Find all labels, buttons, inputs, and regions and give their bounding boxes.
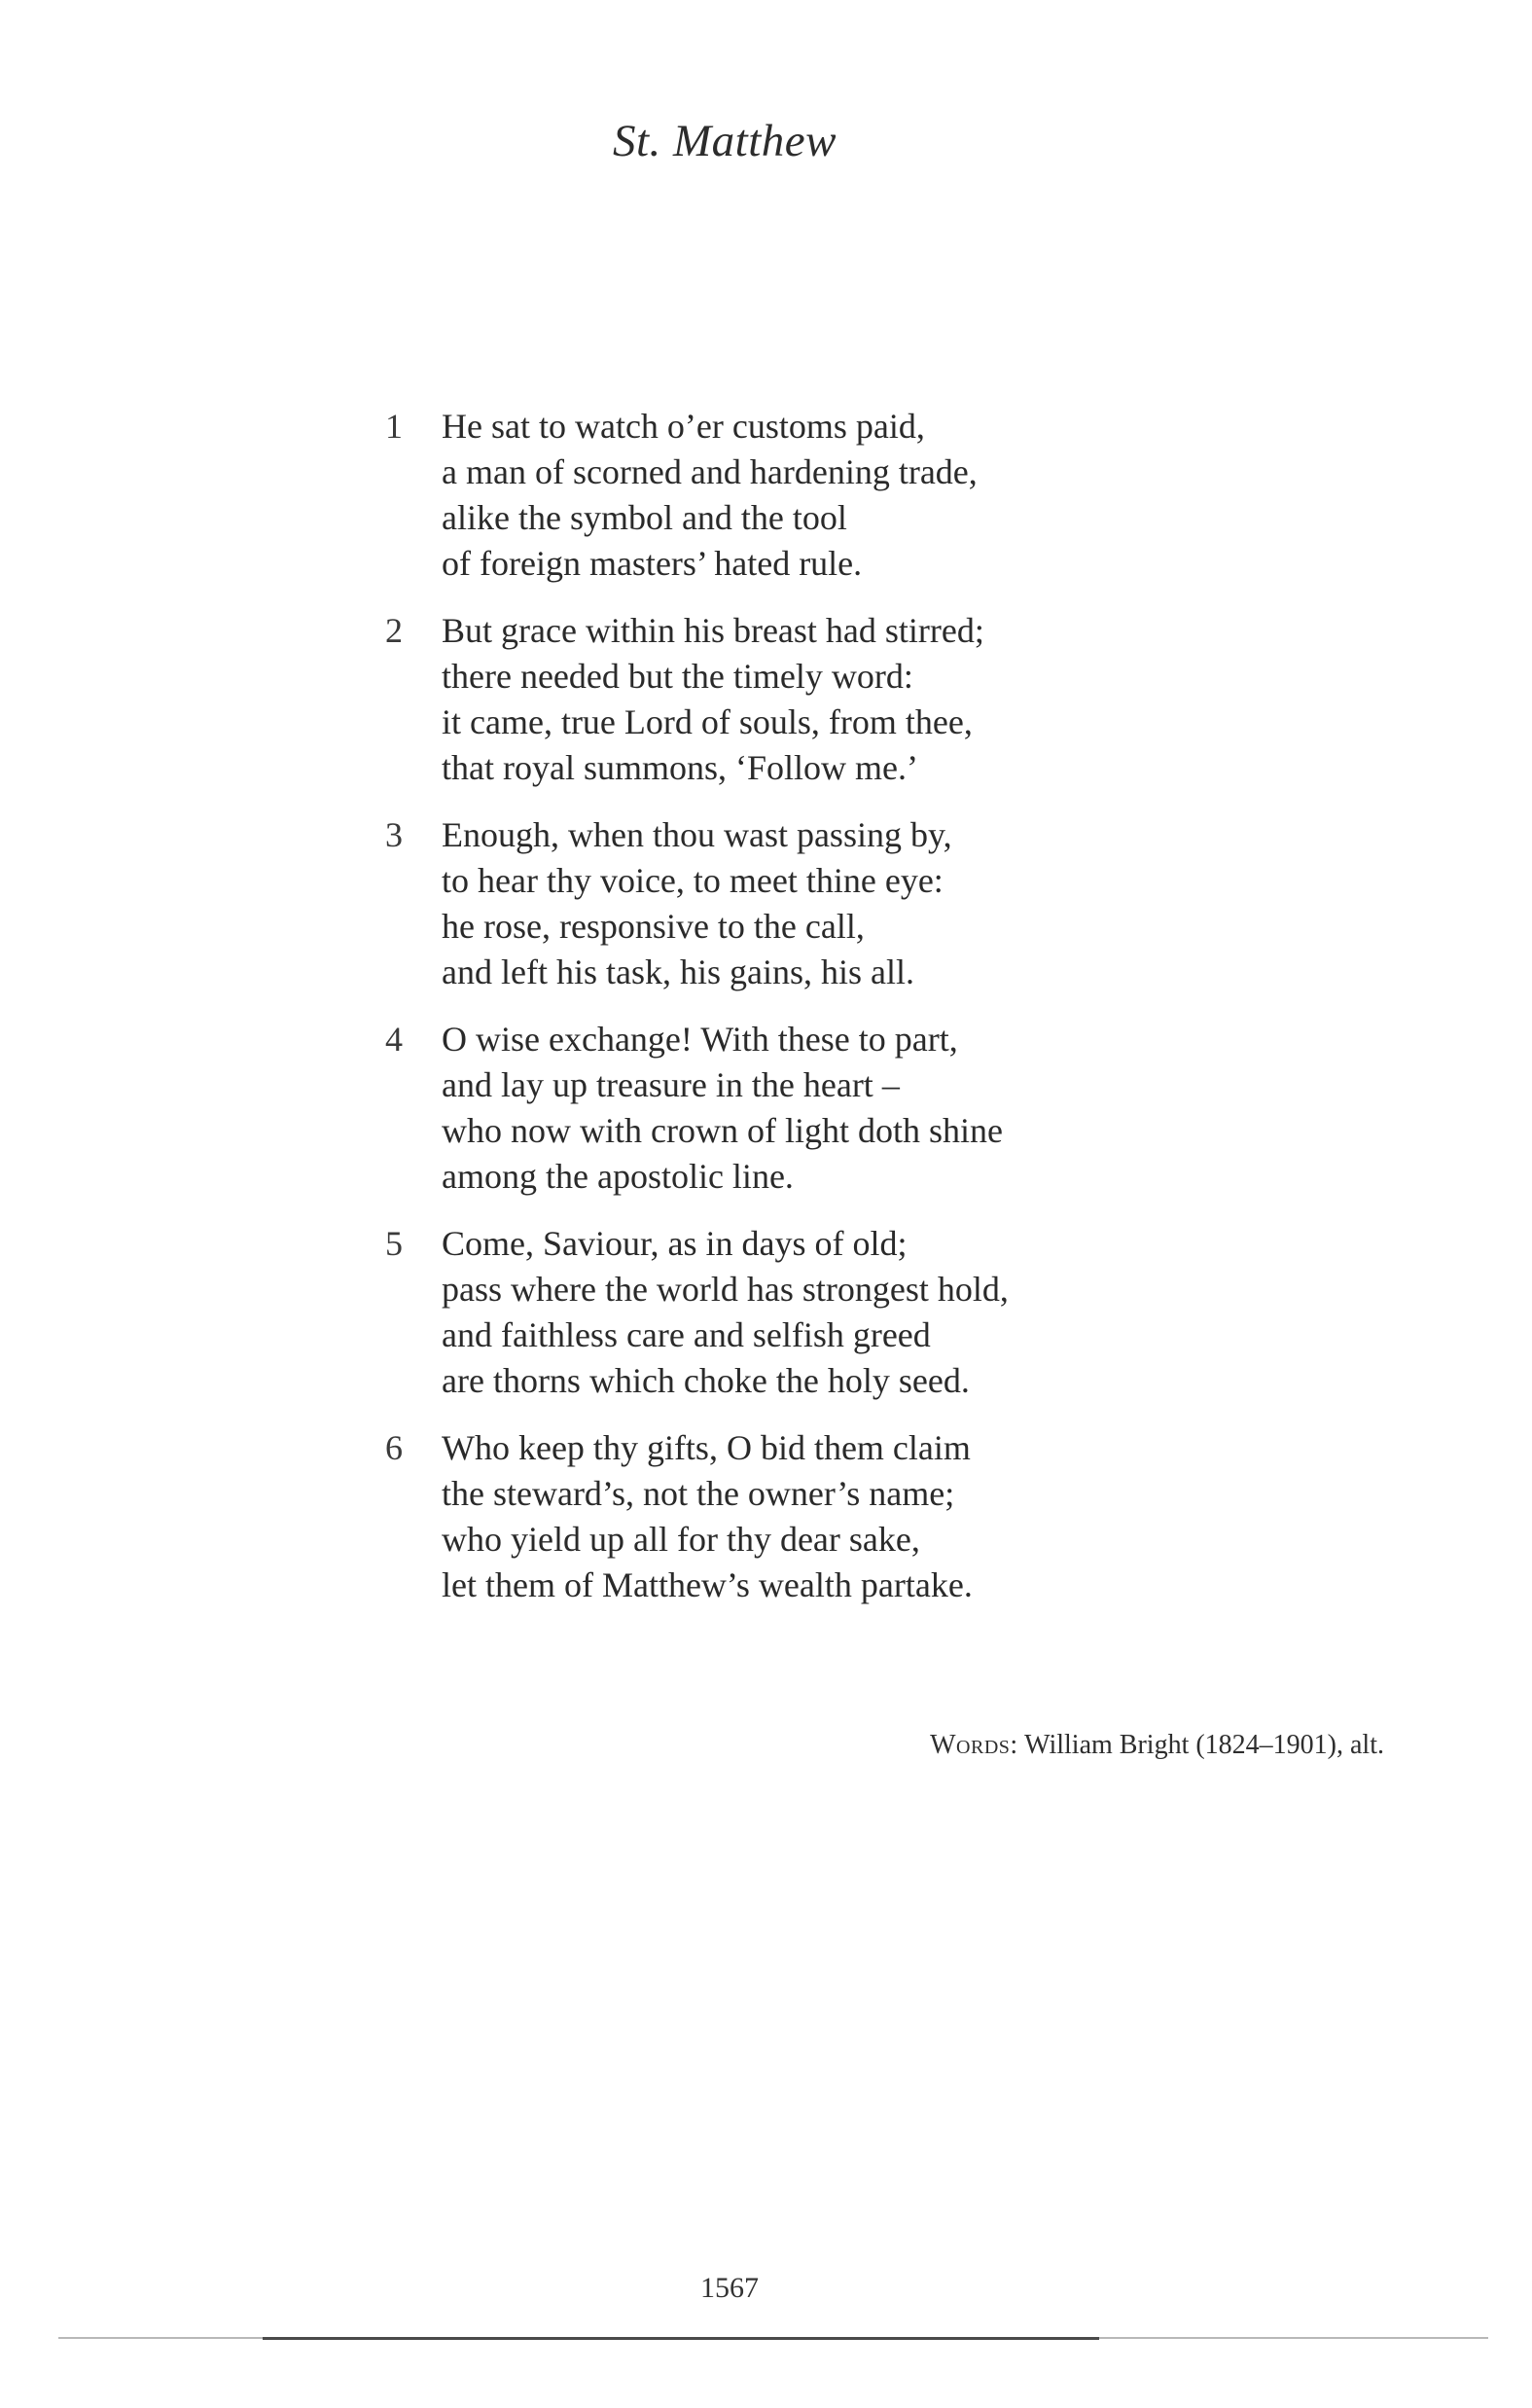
verse-number: 2 [385,611,403,650]
verse-line: and faithless care and selfish greed [442,1315,931,1354]
verse-line: Enough, when thou wast passing by, [442,815,952,854]
verse-line: and lay up treasure in the heart – [442,1065,900,1104]
verse-number: 6 [385,1428,403,1467]
verse-line: it came, true Lord of souls, from thee, [442,702,973,741]
verse-line: Who keep thy gifts, O bid them claim [442,1428,971,1467]
verse-line: he rose, responsive to the call, [442,907,865,946]
verse-number: 3 [385,815,403,854]
credit-text: William Bright (1824–1901), alt. [1017,1730,1384,1760]
verse-line: to hear thy voice, to meet thine eye: [442,861,944,900]
words-credit [0,1730,1384,1761]
verse-line: of foreign masters’ hated rule. [442,544,863,583]
page-number: 1567 [700,2272,759,2304]
verse-line: O wise exchange! With these to part, [442,1020,958,1059]
verse-line: and left his task, his gains, his all. [442,952,914,991]
verse-3 [385,812,1124,995]
verse-line: are thorns which choke the holy seed. [442,1361,970,1400]
verse-line: Come, Saviour, as in days of old; [442,1224,908,1263]
credit-label: Words: [930,1730,1018,1760]
verse-line: He sat to watch o’er customs paid, [442,407,925,446]
verse-line: who yield up all for thy dear sake, [442,1520,920,1559]
hymn-title: St. Matthew [612,116,837,166]
verse-line: a man of scorned and hardening trade, [442,452,978,491]
verse-4 [385,1017,1124,1200]
verse-number: 5 [385,1224,403,1263]
verse-line: let them of Matthew’s wealth partake. [442,1565,973,1604]
verse-1 [385,404,1124,587]
verse-line: But grace within his breast had stirred; [442,611,984,650]
verse-line: there needed but the timely word: [442,657,913,696]
verse-line: who now with crown of light doth shine [442,1111,1003,1150]
verse-number: 1 [385,407,403,446]
verse-line: that royal summons, ‘Follow me.’ [442,748,918,787]
verse-line: among the apostolic line. [442,1157,794,1196]
verse-6 [385,1425,1124,1608]
verse-line: the steward’s, not the owner’s name; [442,1474,955,1513]
verse-number: 4 [385,1020,403,1059]
verse-line: pass where the world has strongest hold, [442,1270,1009,1309]
verse-2 [385,608,1124,791]
verse-5 [385,1221,1124,1404]
verse-line: alike the symbol and the tool [442,498,847,537]
scan-edge-line-dark [263,2337,1099,2340]
verse-list [385,404,1124,1630]
